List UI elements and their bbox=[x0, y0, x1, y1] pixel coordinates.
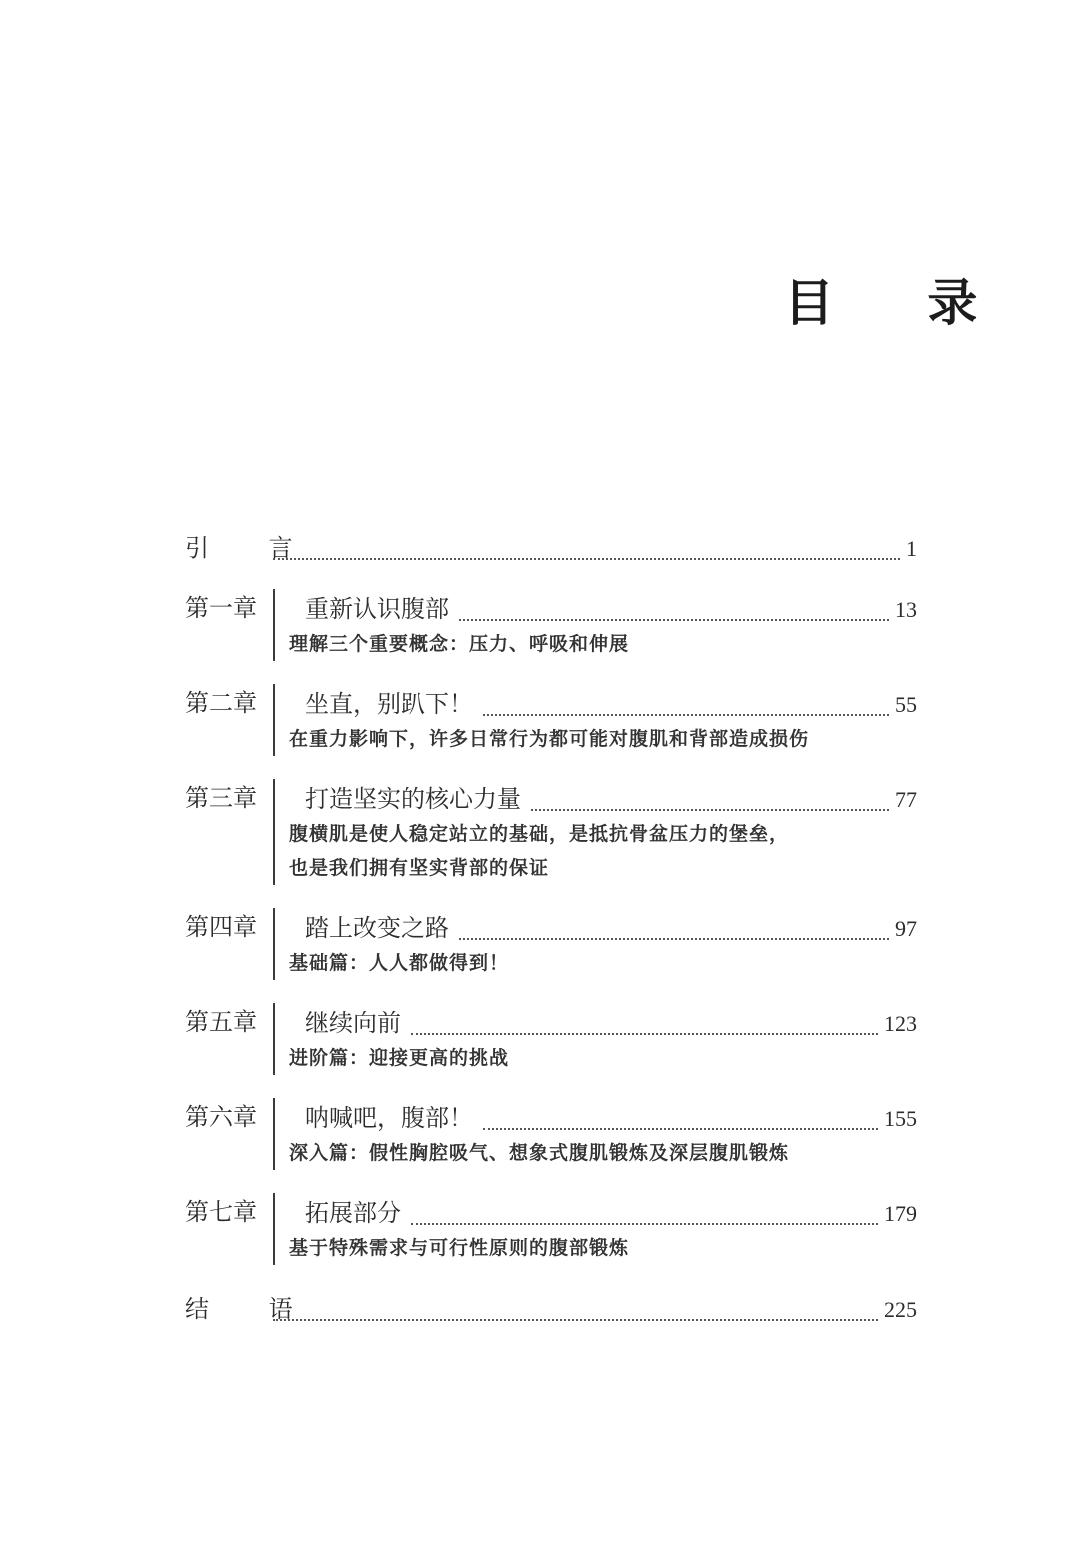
dot-leader bbox=[483, 1128, 878, 1130]
chapter-page-number: 155 bbox=[884, 1106, 917, 1131]
chapter-label: 第二章 bbox=[185, 689, 257, 717]
chapter-subtitle: 基础篇：人人都做得到！ bbox=[289, 952, 510, 974]
chapter-title: 拓展部分 bbox=[305, 1199, 401, 1227]
dot-leader bbox=[273, 558, 900, 560]
toc-entry-conclusion[interactable] bbox=[185, 1289, 917, 1327]
chapter-subtitle: 在重力影响下，许多日常行为都可能对腹肌和背部造成损伤 bbox=[289, 728, 810, 750]
conclusion-page-number: 225 bbox=[884, 1297, 917, 1322]
chapter-label: 第四章 bbox=[185, 913, 257, 941]
toc-entry-intro[interactable] bbox=[185, 528, 917, 566]
intro-page-number: 1 bbox=[906, 536, 917, 561]
chapter-page-number: 13 bbox=[895, 597, 917, 622]
chapter-label: 第三章 bbox=[185, 784, 257, 812]
chapter-title: 呐喊吧，腹部！ bbox=[305, 1104, 473, 1132]
chapter-title: 打造坚实的核心力量 bbox=[305, 785, 521, 813]
chapter-subtitle: 深入篇：假性胸腔吸气、想象式腹肌锻炼及深层腹肌锻炼 bbox=[289, 1142, 790, 1164]
table-of-contents bbox=[185, 528, 917, 1327]
chapter-content bbox=[273, 589, 917, 661]
chapter-label: 第六章 bbox=[185, 1103, 257, 1131]
dot-leader bbox=[411, 1223, 878, 1225]
chapter-content bbox=[273, 779, 917, 885]
dot-leader bbox=[459, 619, 889, 621]
chapter-label: 第七章 bbox=[185, 1198, 257, 1226]
chapter-title: 继续向前 bbox=[305, 1009, 401, 1037]
dot-leader bbox=[459, 938, 889, 940]
chapter-subtitle: 理解三个重要概念：压力、呼吸和伸展 bbox=[289, 633, 630, 655]
chapter-page-number: 77 bbox=[895, 787, 917, 812]
chapter-subtitle: 进阶篇：迎接更高的挑战 bbox=[289, 1047, 510, 1069]
toc-entry-chapter-7[interactable] bbox=[185, 1193, 917, 1265]
dot-leader bbox=[483, 714, 889, 716]
toc-entry-chapter-4[interactable] bbox=[185, 908, 917, 980]
chapter-label: 第一章 bbox=[185, 594, 257, 622]
chapter-content bbox=[273, 684, 917, 756]
conclusion-label: 结 语 bbox=[185, 1295, 319, 1323]
chapter-title: 重新认识腹部 bbox=[305, 595, 449, 623]
dot-leader bbox=[273, 1319, 878, 1321]
chapter-subtitle: 也是我们拥有坚实背部的保证 bbox=[289, 857, 550, 879]
chapter-page-number: 179 bbox=[884, 1201, 917, 1226]
chapter-content bbox=[273, 1098, 917, 1170]
chapter-subtitle: 腹横肌是使人稳定站立的基础，是抵抗骨盆压力的堡垒， bbox=[289, 823, 790, 845]
chapter-page-number: 97 bbox=[895, 916, 917, 941]
chapter-page-number: 123 bbox=[884, 1011, 917, 1036]
chapter-content bbox=[273, 908, 917, 980]
chapter-title: 坐直，别趴下！ bbox=[305, 690, 473, 718]
intro-label: 引 言 bbox=[185, 534, 319, 562]
toc-entry-chapter-5[interactable] bbox=[185, 1003, 917, 1075]
toc-entry-chapter-1[interactable] bbox=[185, 589, 917, 661]
toc-entry-chapter-2[interactable] bbox=[185, 684, 917, 756]
chapter-content bbox=[273, 1003, 917, 1075]
dot-leader bbox=[531, 809, 889, 811]
chapter-page-number: 55 bbox=[895, 692, 917, 717]
dot-leader bbox=[411, 1033, 878, 1035]
page-title: 目 录 bbox=[784, 273, 1016, 332]
chapter-content bbox=[273, 1193, 917, 1265]
toc-entry-chapter-6[interactable] bbox=[185, 1098, 917, 1170]
toc-entry-chapter-3[interactable] bbox=[185, 779, 917, 885]
chapter-label: 第五章 bbox=[185, 1008, 257, 1036]
chapter-subtitle: 基于特殊需求与可行性原则的腹部锻炼 bbox=[289, 1237, 630, 1259]
chapter-title: 踏上改变之路 bbox=[305, 914, 449, 942]
